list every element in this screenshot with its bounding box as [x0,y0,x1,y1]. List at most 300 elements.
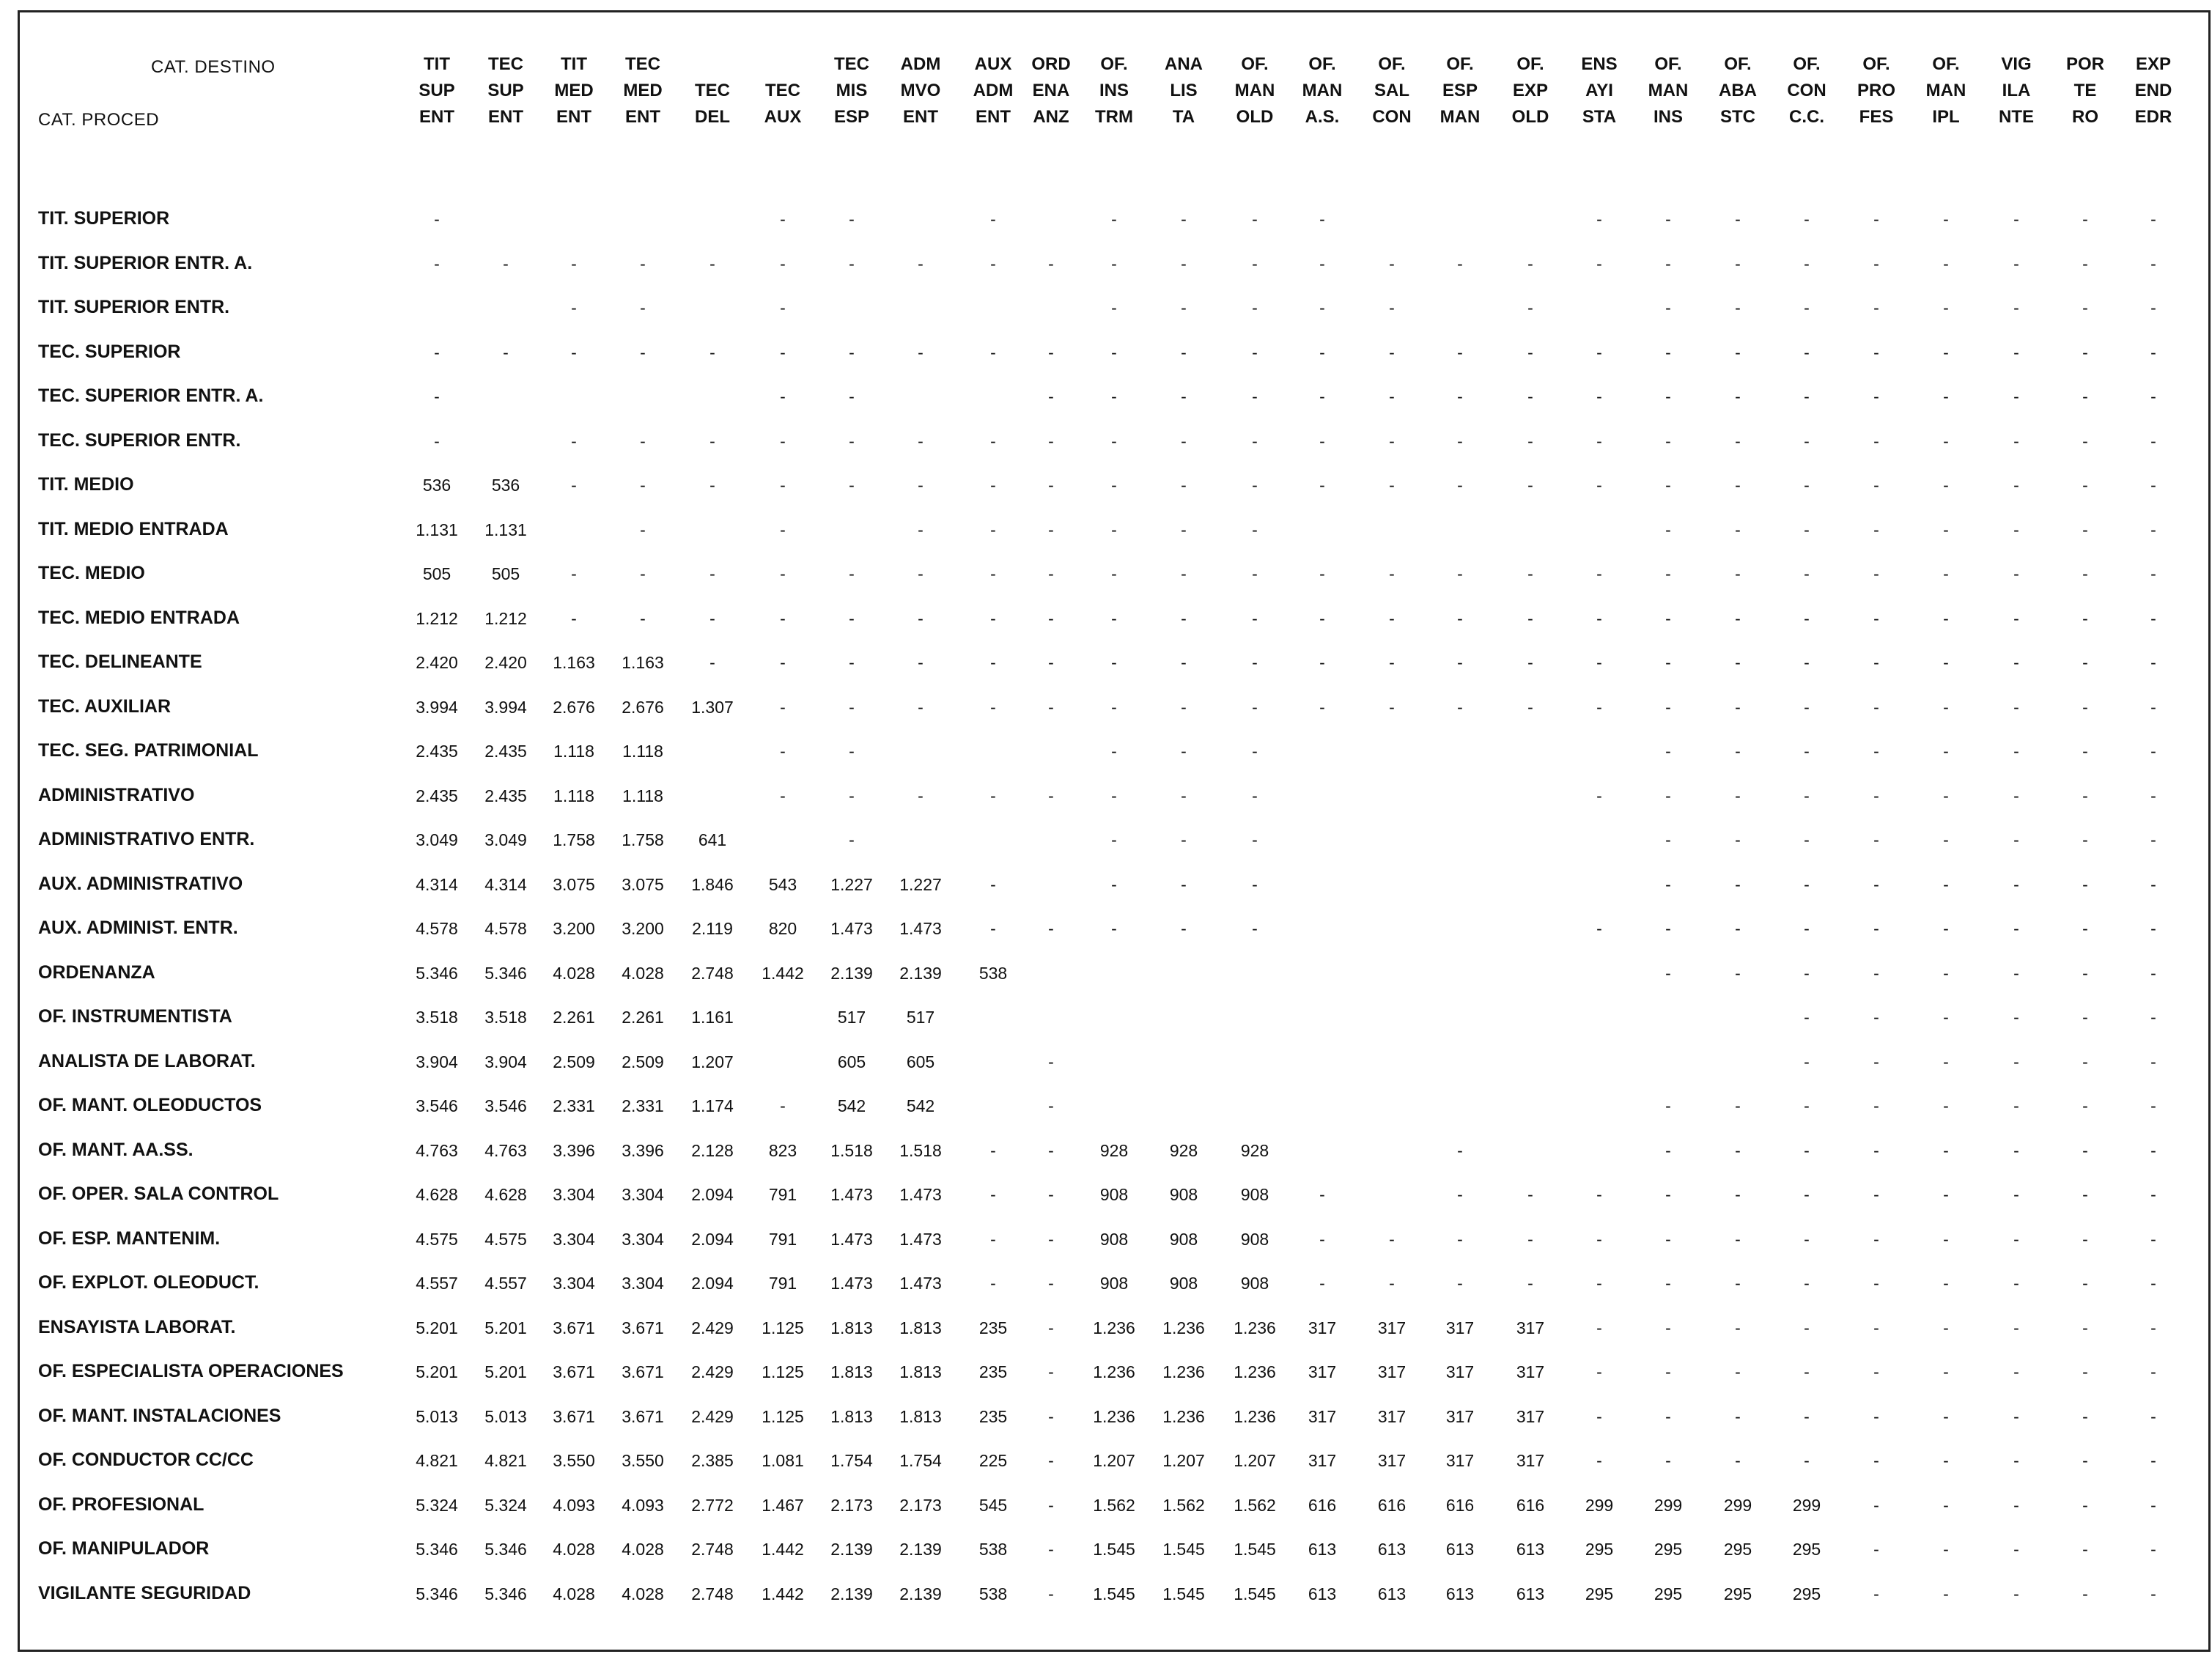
table-cell: - [1181,919,1187,938]
table-cell: 3.200 [553,919,595,938]
table-cell: 3.671 [622,1362,664,1381]
table-cell: 5.201 [416,1362,458,1381]
table-cell: 2.509 [622,1052,664,1071]
table-cell: 613 [1516,1540,1545,1559]
table-cell: - [2150,1052,2156,1071]
table-cell: - [780,476,786,495]
table-cell: 545 [978,1495,1008,1515]
table-cell: 3.546 [416,1096,458,1115]
table-cell: 1.125 [762,1362,804,1381]
table-cell: 1.473 [830,919,873,938]
table-cell: - [918,520,923,539]
table-cell: - [2150,298,2156,317]
table-cell: - [434,254,440,273]
column-header [2051,51,2119,130]
table-cell: 538 [978,1540,1008,1559]
column-header-line: PRO [1857,81,1895,100]
table-cell: 5.346 [484,1584,527,1603]
column-header-line: OF. [1654,54,1682,74]
table-cell: - [1048,919,1054,938]
table-cell: 1.758 [622,830,664,849]
table-cell: 1.813 [899,1362,942,1381]
table-cell: - [1048,431,1054,451]
table-cell: - [1457,564,1463,583]
table-cell: - [1457,1140,1463,1160]
table-cell: 3.304 [622,1229,664,1249]
table-cell: - [571,298,577,317]
table-cell: 1.473 [830,1229,873,1249]
table-cell: - [990,608,996,628]
table-cell: - [1873,254,1879,273]
row-label: TEC. AUXILIAR [38,695,172,717]
table-cell: - [1943,564,1949,583]
table-cell: - [1943,431,1949,451]
table-cell: - [1665,1185,1671,1204]
table-cell: - [1048,254,1054,273]
table-cell: - [1048,476,1054,495]
table-cell: - [1665,1451,1671,1470]
table-cell: 2.128 [691,1140,734,1160]
table-cell: - [918,342,923,362]
table-cell: - [1943,1451,1949,1470]
table-cell: - [1048,520,1054,539]
table-cell: - [1665,963,1671,983]
row-label: ORDENANZA [38,961,155,983]
table-cell: - [1873,742,1879,761]
table-cell: - [849,210,855,229]
column-header-line: TEC [695,81,730,100]
column-header [1634,51,1702,130]
table-cell: - [1596,919,1602,938]
table-cell: - [2150,874,2156,894]
table-cell: - [780,520,786,539]
column-header-line: TEC [765,81,800,100]
table-cell: 1.813 [830,1362,873,1381]
table-cell: - [1596,786,1602,805]
table-cell: 4.763 [484,1140,527,1160]
table-cell: - [1665,919,1671,938]
table-cell: 4.557 [484,1274,527,1293]
table-cell: - [1252,919,1258,938]
table-cell: - [1181,254,1187,273]
table-cell: - [780,786,786,805]
table-cell: 908 [1169,1185,1198,1204]
table-cell: 1.813 [830,1318,873,1337]
table-cell: 2.748 [691,963,734,983]
column-header-line: OF. [1932,54,1960,74]
table-cell: - [1873,1495,1879,1515]
table-cell: - [2013,1495,2019,1515]
column-header [1773,51,1840,130]
table-cell: 4.821 [416,1451,458,1470]
table-cell: - [1252,608,1258,628]
column-header [1704,51,1772,130]
column-header-line: OF. [1241,54,1269,74]
table-cell: - [1873,520,1879,539]
table-cell: 505 [491,564,520,583]
table-cell: 928 [1169,1140,1198,1160]
row-label: TEC. SUPERIOR ENTR. A. [38,385,264,406]
table-cell: - [1048,1185,1054,1204]
table-cell: - [1735,608,1741,628]
table-cell: - [2082,520,2088,539]
table-cell: - [1873,476,1879,495]
table-cell: 3.546 [484,1096,527,1115]
table-cell: 3.671 [553,1406,595,1426]
table-cell: 616 [1516,1495,1545,1515]
table-cell: - [1181,431,1187,451]
column-header-line: ENT [903,107,938,127]
table-cell: 1.236 [1234,1406,1276,1426]
table-cell: - [1943,963,1949,983]
column-header [2120,51,2187,130]
table-cell: - [571,254,577,273]
row-label: TIT. SUPERIOR ENTR. A. [38,252,253,273]
table-cell: - [1804,1008,1810,1027]
column-header [679,51,746,130]
table-cell: - [2150,919,2156,938]
column-header [540,51,608,130]
table-cell: - [1596,1406,1602,1426]
table-cell: - [640,342,646,362]
table-cell: 536 [491,476,520,495]
table-cell: 1.846 [691,874,734,894]
table-cell: 517 [837,1008,866,1027]
table-cell: 4.028 [622,1540,664,1559]
column-header-line: OF. [1793,54,1821,74]
table-cell: 235 [978,1362,1008,1381]
column-header [472,51,539,130]
table-cell: - [1735,1140,1741,1160]
table-cell: - [1252,786,1258,805]
column-header [1289,51,1356,130]
table-cell: 613 [1377,1584,1407,1603]
table-cell: - [849,608,855,628]
table-cell: 538 [978,963,1008,983]
column-header-line: OF. [1308,54,1336,74]
table-cell: - [1804,564,1810,583]
table-cell: - [2150,1406,2156,1426]
table-cell: - [2013,697,2019,717]
table-cell: - [709,564,715,583]
table-cell: - [2013,1185,2019,1204]
column-header-line: TIT [424,54,450,74]
row-label: OF. PROFESIONAL [38,1494,204,1515]
table-cell: - [2013,653,2019,672]
table-cell: 823 [768,1140,797,1160]
table-cell: - [1943,786,1949,805]
table-cell: - [1457,431,1463,451]
table-cell: - [2082,1140,2088,1160]
table-cell: 1.236 [1234,1362,1276,1381]
row-label: OF. ESPECIALISTA OPERACIONES [38,1361,344,1381]
table-cell: - [1181,342,1187,362]
table-cell: 1.236 [1093,1406,1135,1426]
table-cell: - [2082,963,2088,983]
table-cell: - [2150,476,2156,495]
table-cell: - [1735,342,1741,362]
table-cell: - [2150,1096,2156,1115]
table-cell: - [2150,742,2156,761]
table-cell: 4.763 [416,1140,458,1160]
table-cell: - [1943,874,1949,894]
table-cell: - [1804,210,1810,229]
table-cell: - [1735,431,1741,451]
column-header-line: MED [554,81,594,100]
table-cell: 317 [1308,1362,1337,1381]
table-cell: - [1943,254,1949,273]
table-cell: 1.754 [899,1451,942,1470]
table-cell: 928 [1099,1140,1129,1160]
table-cell: 1.212 [484,608,527,628]
table-cell: - [434,210,440,229]
table-cell: 791 [768,1274,797,1293]
table-cell: 908 [1240,1185,1269,1204]
table-cell: 2.094 [691,1274,734,1293]
table-cell: - [1943,1584,1949,1603]
table-cell: - [1873,1540,1879,1559]
table-cell: - [1873,1096,1879,1115]
column-header-line: TIT [561,54,587,74]
table-cell: - [1943,210,1949,229]
table-cell: - [1804,1185,1810,1204]
table-cell: - [640,520,646,539]
table-cell: - [1596,1318,1602,1337]
table-cell: - [1804,298,1810,317]
table-cell: - [640,608,646,628]
table-cell: - [1804,1140,1810,1160]
table-cell: - [990,919,996,938]
table-cell: - [849,564,855,583]
table-cell: - [2150,1185,2156,1204]
table-cell: - [2013,1318,2019,1337]
table-cell: - [1527,431,1533,451]
table-cell: 1.081 [762,1451,804,1470]
table-cell: 295 [1654,1584,1683,1603]
table-cell: - [1181,387,1187,406]
table-cell: - [2013,1451,2019,1470]
table-cell: 613 [1516,1584,1545,1603]
table-cell: - [1873,786,1879,805]
table-cell: 2.119 [692,919,733,938]
table-cell: - [1111,431,1117,451]
header-cat-destino: CAT. DESTINO [151,57,276,77]
table-cell: - [2013,298,2019,317]
table-cell: - [1252,520,1258,539]
column-header-line: TEC [834,54,869,74]
table-cell: 5.346 [484,1540,527,1559]
table-cell: - [1735,742,1741,761]
table-cell: - [434,431,440,451]
table-cell: 908 [1099,1185,1129,1204]
table-cell: - [2013,342,2019,362]
column-header-line: ENT [976,107,1011,127]
table-cell: - [1735,1451,1741,1470]
table-cell: - [1735,564,1741,583]
table-cell: - [1943,342,1949,362]
table-cell: - [1252,342,1258,362]
row-label: VIGILANTE SEGURIDAD [38,1582,251,1603]
table-cell: - [1181,210,1187,229]
table-cell: - [2013,1096,2019,1115]
table-cell: - [1111,254,1117,273]
table-cell: 908 [1169,1229,1198,1249]
table-cell: 542 [837,1096,866,1115]
table-cell: - [2013,1362,2019,1381]
table-cell: 2.420 [416,653,458,672]
table-cell: - [780,653,786,672]
table-cell: - [1389,653,1395,672]
table-cell: 2.139 [899,1540,942,1559]
table-cell: - [990,1229,996,1249]
table-cell: - [2013,1140,2019,1160]
table-cell: 1.545 [1093,1540,1135,1559]
table-cell: 908 [1169,1274,1198,1293]
table-cell: 1.207 [1093,1451,1135,1470]
column-header-line: EDR [2134,107,2172,127]
table-cell: - [1943,742,1949,761]
table-cell: - [1804,963,1810,983]
table-cell: - [1319,608,1325,628]
table-cell: 2.139 [899,963,942,983]
table-cell: - [1389,476,1395,495]
column-header-line: ENT [419,107,454,127]
table-cell: - [2013,520,2019,539]
table-cell: - [2150,254,2156,273]
column-header-line: EXP [2135,54,2172,74]
column-header-line: ESP [833,107,870,127]
table-cell: 908 [1099,1274,1129,1293]
column-header [818,51,885,130]
table-cell: 4.578 [416,919,458,938]
table-cell: - [2150,520,2156,539]
table-cell: - [1527,1229,1533,1249]
table-cell: - [1804,830,1810,849]
table-cell: - [2150,1008,2156,1027]
table-cell: 1.207 [1234,1451,1276,1470]
row-label: TEC. SEG. PATRIMONIAL [38,740,259,761]
table-cell: - [640,254,646,273]
table-cell: - [1735,476,1741,495]
table-cell: 317 [1516,1318,1545,1337]
table-cell: - [709,342,715,362]
table-cell: - [2150,830,2156,849]
table-cell: - [2150,653,2156,672]
table-cell: - [2150,1318,2156,1337]
table-cell: - [1527,342,1533,362]
table-cell: - [1048,608,1054,628]
table-cell: 4.028 [622,1584,664,1603]
table-cell: 4.557 [416,1274,458,1293]
table-cell: - [1111,476,1117,495]
table-cell: 1.545 [1162,1540,1205,1559]
row-label: TEC. SUPERIOR ENTR. [38,429,241,451]
table-cell: 317 [1377,1406,1407,1426]
row-label: OF. MANT. OLEODUCTOS [38,1095,262,1115]
table-cell: - [2013,608,2019,628]
column-header-line: ENS [1581,54,1618,74]
column-header [1983,51,2050,130]
table-cell: - [1111,697,1117,717]
table-cell: - [1389,387,1395,406]
table-cell: - [1252,210,1258,229]
table-cell: - [990,1140,996,1160]
table-cell: - [780,342,786,362]
table-cell: 2.748 [691,1540,734,1559]
table-cell: - [1048,1318,1054,1337]
table-cell: 317 [1445,1451,1475,1470]
table-cell: 3.075 [553,874,595,894]
table-cell: - [1873,342,1879,362]
table-cell: - [1873,830,1879,849]
table-cell: - [2150,1229,2156,1249]
table-cell: - [2150,963,2156,983]
table-cell: - [1181,786,1187,805]
column-header-line: MAN [1302,81,1343,100]
table-cell: - [1665,1229,1671,1249]
table-cell: 2.435 [416,786,458,805]
table-cell: - [1111,919,1117,938]
table-cell: 1.236 [1162,1406,1205,1426]
table-cell: - [990,1274,996,1293]
table-cell: 295 [1723,1584,1752,1603]
table-cell: - [2082,387,2088,406]
table-cell: - [2082,1008,2088,1027]
table-cell: - [1252,431,1258,451]
table-cell: - [1457,1274,1463,1293]
table-cell: - [1048,786,1054,805]
table-cell: - [2150,1495,2156,1515]
table-cell: 2.094 [691,1185,734,1204]
header-cat-proced: CAT. PROCED [38,110,160,130]
row-label: OF. EXPLOT. OLEODUCT. [38,1272,259,1293]
table-cell: - [1665,830,1671,849]
column-header-line: ENT [488,107,523,127]
table-cell: 1.212 [416,608,458,628]
table-cell: - [1319,564,1325,583]
table-cell: 791 [768,1229,797,1249]
table-cell: - [1735,1185,1741,1204]
table-cell: 317 [1445,1318,1475,1337]
column-header-line: ENT [625,107,660,127]
table-cell: - [2082,1274,2088,1293]
table-cell: 1.473 [899,919,942,938]
column-header-line: SAL [1374,81,1409,100]
table-cell: - [2013,564,2019,583]
table-cell: - [1943,520,1949,539]
table-cell: 2.173 [899,1495,942,1515]
table-cell: 536 [422,476,451,495]
table-cell: 2.385 [691,1451,734,1470]
column-header-line: MVO [900,81,941,100]
table-cell: - [1457,1185,1463,1204]
table-cell: - [2150,1451,2156,1470]
table-cell: 928 [1240,1140,1269,1160]
table-cell: - [1457,1229,1463,1249]
table-cell: - [2082,742,2088,761]
table-cell: 235 [978,1406,1008,1426]
table-cell: 317 [1445,1362,1475,1381]
table-cell: - [2082,919,2088,938]
column-header [1358,51,1426,130]
table-cell: 4.028 [553,963,595,983]
table-cell: - [1048,1096,1054,1115]
table-cell: - [1252,564,1258,583]
table-cell: 295 [1792,1584,1821,1603]
column-header-line: STC [1720,107,1755,127]
table-cell: - [1389,697,1395,717]
table-cell: 1.236 [1162,1318,1205,1337]
